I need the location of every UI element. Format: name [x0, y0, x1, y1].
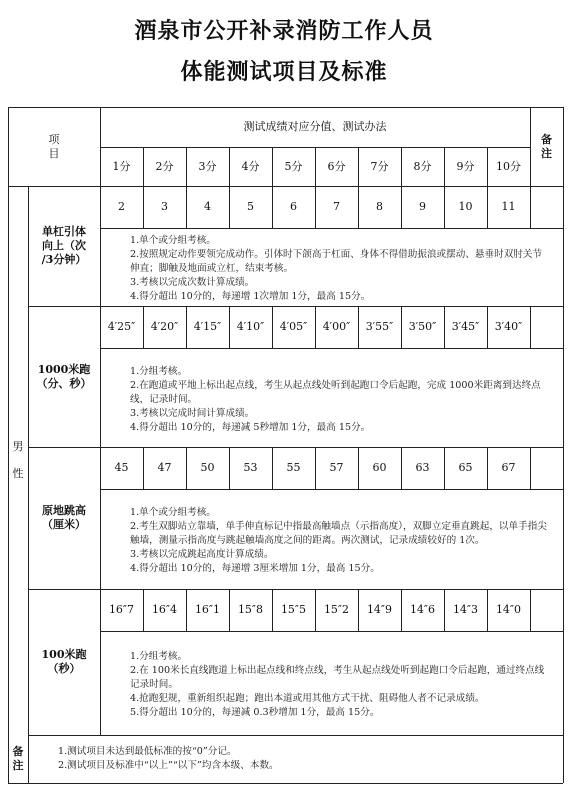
- event-method: [100, 495, 563, 587]
- score-value: 15″5: [280, 603, 307, 617]
- scores-caption: 测试成绩对应分值、测试办法: [243, 120, 387, 134]
- method-line: 3.考核以完成次数计算成绩。: [130, 277, 255, 288]
- method-line: 2.在 100米长直线跑道上标出起点线和终点线，考生从起点线处听到起跑口令后起跑，通过终点线记录时间。: [130, 665, 545, 690]
- grid-line: [530, 589, 531, 631]
- item-header: 项 目: [48, 132, 60, 160]
- score-value: 16″4: [151, 603, 178, 617]
- score-value: 3: [161, 200, 168, 214]
- score-value: 45: [114, 461, 129, 475]
- score-value: 14″0: [495, 603, 522, 617]
- title-line-1: 酒泉市公开补录消防工作人员: [134, 19, 434, 44]
- score-value: 63: [415, 461, 430, 475]
- score-value: 15″8: [237, 603, 264, 617]
- score-value: 47: [157, 461, 172, 475]
- score-value: 4′25″: [107, 320, 136, 334]
- grid-line: [563, 107, 564, 783]
- score-value: 10: [458, 200, 473, 214]
- score-value: 8: [376, 200, 383, 214]
- score-value: 50: [200, 461, 215, 475]
- event-name: 1000米跑 （分、秒）: [36, 362, 92, 390]
- grid-line: [100, 631, 563, 632]
- score-value: 16″1: [194, 603, 221, 617]
- grid-line: [28, 735, 563, 736]
- score-value: 7: [333, 200, 340, 214]
- point-header-6: 6分: [327, 159, 346, 173]
- score-value: 2: [118, 200, 125, 214]
- score-value: 4′15″: [193, 320, 222, 334]
- method-line: 2.在跑道或平地上标出起点线，考生从起点线处听到起跑口令后起跑，完成 1000米距离到达终点线，记录时间。: [130, 379, 541, 405]
- score-value: 67: [501, 461, 516, 475]
- event-method: [100, 637, 563, 733]
- footer-note: 2.测试项目及标准中“以上”“以下”均含本级、本数。: [58, 760, 279, 771]
- method-line: 1.单个或分组考核。: [130, 507, 216, 518]
- score-value: 3′55″: [365, 320, 394, 334]
- score-value: 3′40″: [494, 320, 523, 334]
- method-line: 5.得分超出 10分的，每递减 0.3秒增加 1分，最高 15分。: [130, 707, 380, 718]
- method-line: 4.抢跑犯规，重新组织起跑；跑出本道或用其他方式干扰、阻碍他人者不记录成绩。: [130, 693, 485, 704]
- method-line: 3.考核以完成时间计算成绩。: [130, 407, 255, 419]
- score-value: 5: [247, 200, 254, 214]
- event-name: 单杠引体 向上（次 /3分钟）: [41, 225, 87, 266]
- score-value: 4′00″: [322, 320, 351, 334]
- grid-line: [100, 228, 563, 229]
- score-value: 4′05″: [279, 320, 308, 334]
- remarks-header: 备 注: [541, 132, 552, 160]
- method-line: 1.单个或分组考核。: [130, 235, 216, 246]
- point-header-9: 9分: [456, 159, 475, 173]
- score-value: 11: [501, 200, 516, 214]
- point-header-2: 2分: [155, 159, 174, 173]
- point-header-5: 5分: [284, 159, 303, 173]
- method-line: 1.分组考核。: [130, 365, 188, 377]
- grid-line: [8, 783, 563, 784]
- event-method: [100, 234, 563, 304]
- title-line-2: 体能测试项目及标准: [180, 60, 388, 85]
- gender-label: 男 性: [12, 439, 24, 481]
- score-value: 65: [458, 461, 473, 475]
- score-value: 14″6: [409, 603, 436, 617]
- score-value: 3′45″: [451, 320, 480, 334]
- point-header-10: 10分: [496, 159, 521, 173]
- grid-line: [100, 489, 563, 490]
- grid-line: [530, 447, 531, 489]
- grid-line: [530, 186, 531, 228]
- score-value: 14″3: [452, 603, 479, 617]
- score-value: 15″2: [323, 603, 350, 617]
- method-line: 2.考生双脚站立靠墙，单手伸直标记中指最高触墙点（示指高度），双脚立定垂直跳起，以单手指尖触墙，测量示指高度与跳起触墙高度之间的距离。两次测试，记录成绩较好的 1次。: [130, 521, 547, 546]
- score-value: 60: [372, 461, 387, 475]
- event-name: 原地跳高 （厘米）: [42, 504, 86, 531]
- score-value: 14″9: [366, 603, 393, 617]
- score-value: 6: [290, 200, 297, 214]
- method-line: 1.分组考核。: [130, 651, 188, 662]
- score-value: 16″7: [108, 603, 135, 617]
- method-line: 2.按照规定动作要领完成动作。引体时下颌高于杠面、身体不得借助振浪或摆动、悬垂时双肘关节伸直；脚触及地面或立杠，结束考核。: [130, 249, 543, 274]
- grid-line: [530, 306, 531, 348]
- point-header-4: 4分: [241, 159, 260, 173]
- point-header-3: 3分: [198, 159, 217, 173]
- footer-label: 备 注: [12, 745, 24, 772]
- method-line: 3.考核以完成跳起高度计算成绩。: [130, 549, 274, 560]
- method-line: 4.得分超出 10分的，每递增 1次增加 1分，最高 15分。: [130, 291, 371, 302]
- footer-note: 1.测试项目未达到最低标准的按“0”分记。: [58, 746, 237, 757]
- score-value: 4′20″: [150, 320, 179, 334]
- footer-notes: [28, 738, 563, 780]
- score-value: 55: [286, 461, 301, 475]
- point-header-7: 7分: [370, 159, 389, 173]
- point-header-1: 1分: [112, 159, 131, 173]
- point-header-8: 8分: [413, 159, 432, 173]
- score-value: 9: [419, 200, 426, 214]
- score-value: 4: [204, 200, 211, 214]
- score-value: 3′50″: [408, 320, 437, 334]
- method-line: 4.得分超出 10分的，每递增 3厘米增加 1分，最高 15分。: [130, 563, 380, 574]
- grid-line: [100, 348, 563, 349]
- event-name: 100米跑 （秒）: [41, 648, 87, 675]
- score-value: 4′10″: [236, 320, 265, 334]
- score-value: 57: [329, 461, 344, 475]
- score-value: 53: [243, 461, 258, 475]
- method-line: 4.得分超出 10分的，每递减 5秒增加 1分，最高 15分。: [130, 421, 371, 433]
- event-method: [100, 354, 563, 445]
